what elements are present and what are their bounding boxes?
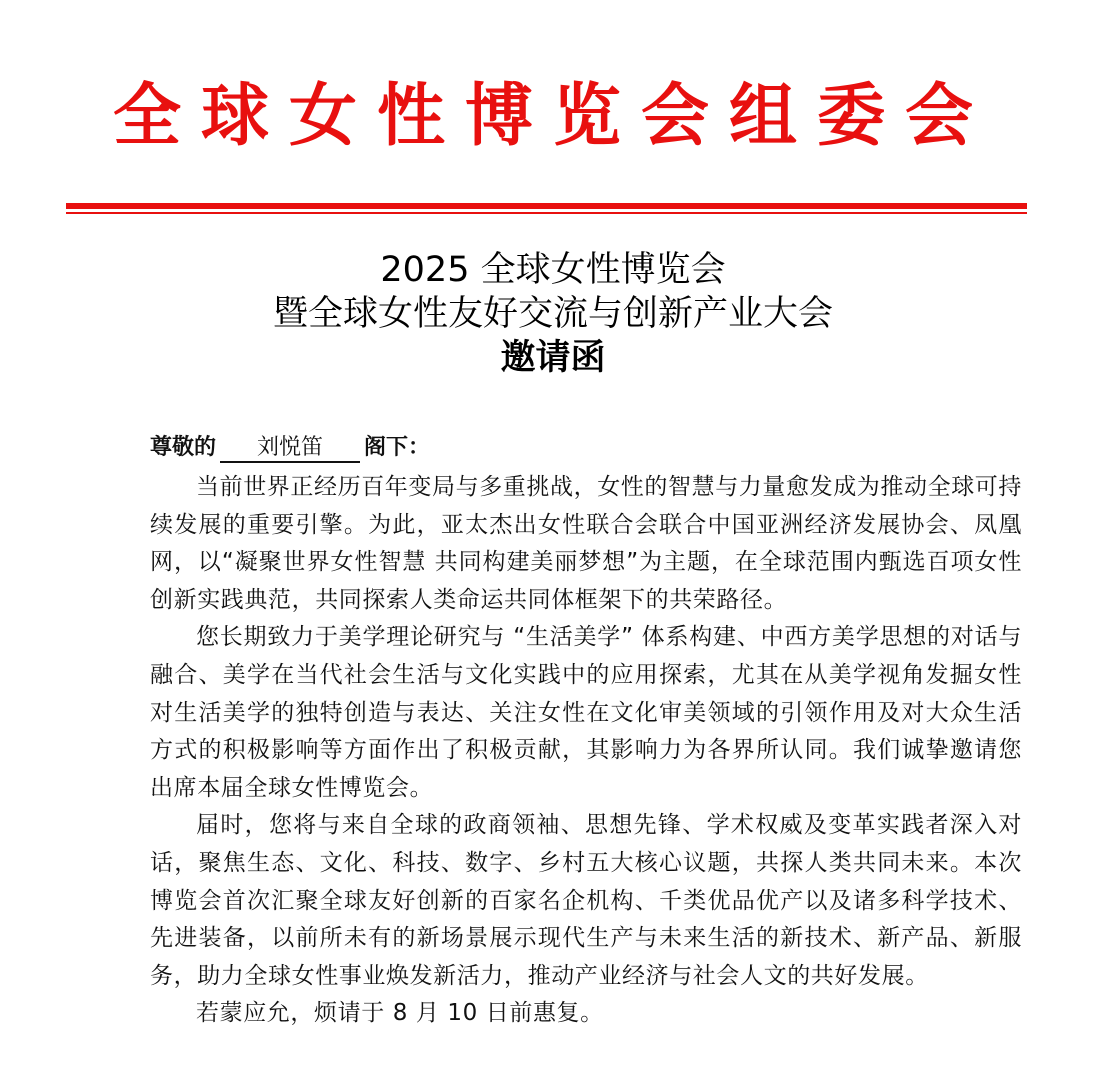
- organization-header: 全球女性博览会组委会: [112, 77, 993, 156]
- recipient-name: 刘悦笛: [220, 435, 360, 463]
- paragraph-1: 当前世界正经历百年变局与多重挑战，女性的智慧与力量愈发成为推动全球可持续发展的重要引擎。为此，亚太杰出女性联合会联合中国亚洲经济发展协会、凤凰网，以“凝聚世界女性智慧 共同构建美丽梦想”为主题，在全球范围内甄选百项女性创新实践典范，共同探索人类命运共同体框架下的共荣路径。: [150, 474, 1022, 613]
- paragraph-2: 您长期致力于美学理论研究与 “生活美学” 体系构建、中西方美学思想的对话与融合、美学在当代社会生活与文化实践中的应用探索，尤其在从美学视角发掘女性对生活美学的独特创造与表达、关注女性在文化审美领域的引领作用及对大众生活方式的积极影响等方面作出了积极贡献，其影响力为各界所认同。我们诚挚邀请您出席本届全球女性博览会。: [150, 624, 1022, 801]
- salutation-prefix: 尊敬的: [150, 435, 217, 460]
- salutation: [150, 430, 430, 466]
- title-line-1: 2025 全球女性博览会: [380, 250, 726, 290]
- header-divider-thin: [66, 212, 1027, 214]
- paragraph-4: 若蒙应允，烦请于 8 月 10 日前惠复。: [196, 1000, 604, 1027]
- letter-body: [150, 469, 1022, 1032]
- title-line-3: 邀请函: [500, 338, 606, 378]
- paragraph-3: 届时，您将与来自全球的政商领袖、思想先锋、学术权威及变革实践者深入对话，聚焦生态、文化、科技、数字、乡村五大核心议题，共探人类共同未来。本次博览会首次汇聚全球友好创新的百家名企机构、千类优品优产以及诸多科学技术、先进装备，以前所未有的新场景展示现代生产与未来生活的新技术、新产品、新服务，助力全球女性事业焕发新活力，推动产业经济与社会人文的共好发展。: [150, 812, 1022, 989]
- salutation-suffix: 阁下：: [364, 435, 431, 460]
- header-divider-thick: [66, 203, 1027, 209]
- document-title: [0, 248, 1106, 380]
- title-line-2: 暨全球女性友好交流与创新产业大会: [272, 294, 833, 334]
